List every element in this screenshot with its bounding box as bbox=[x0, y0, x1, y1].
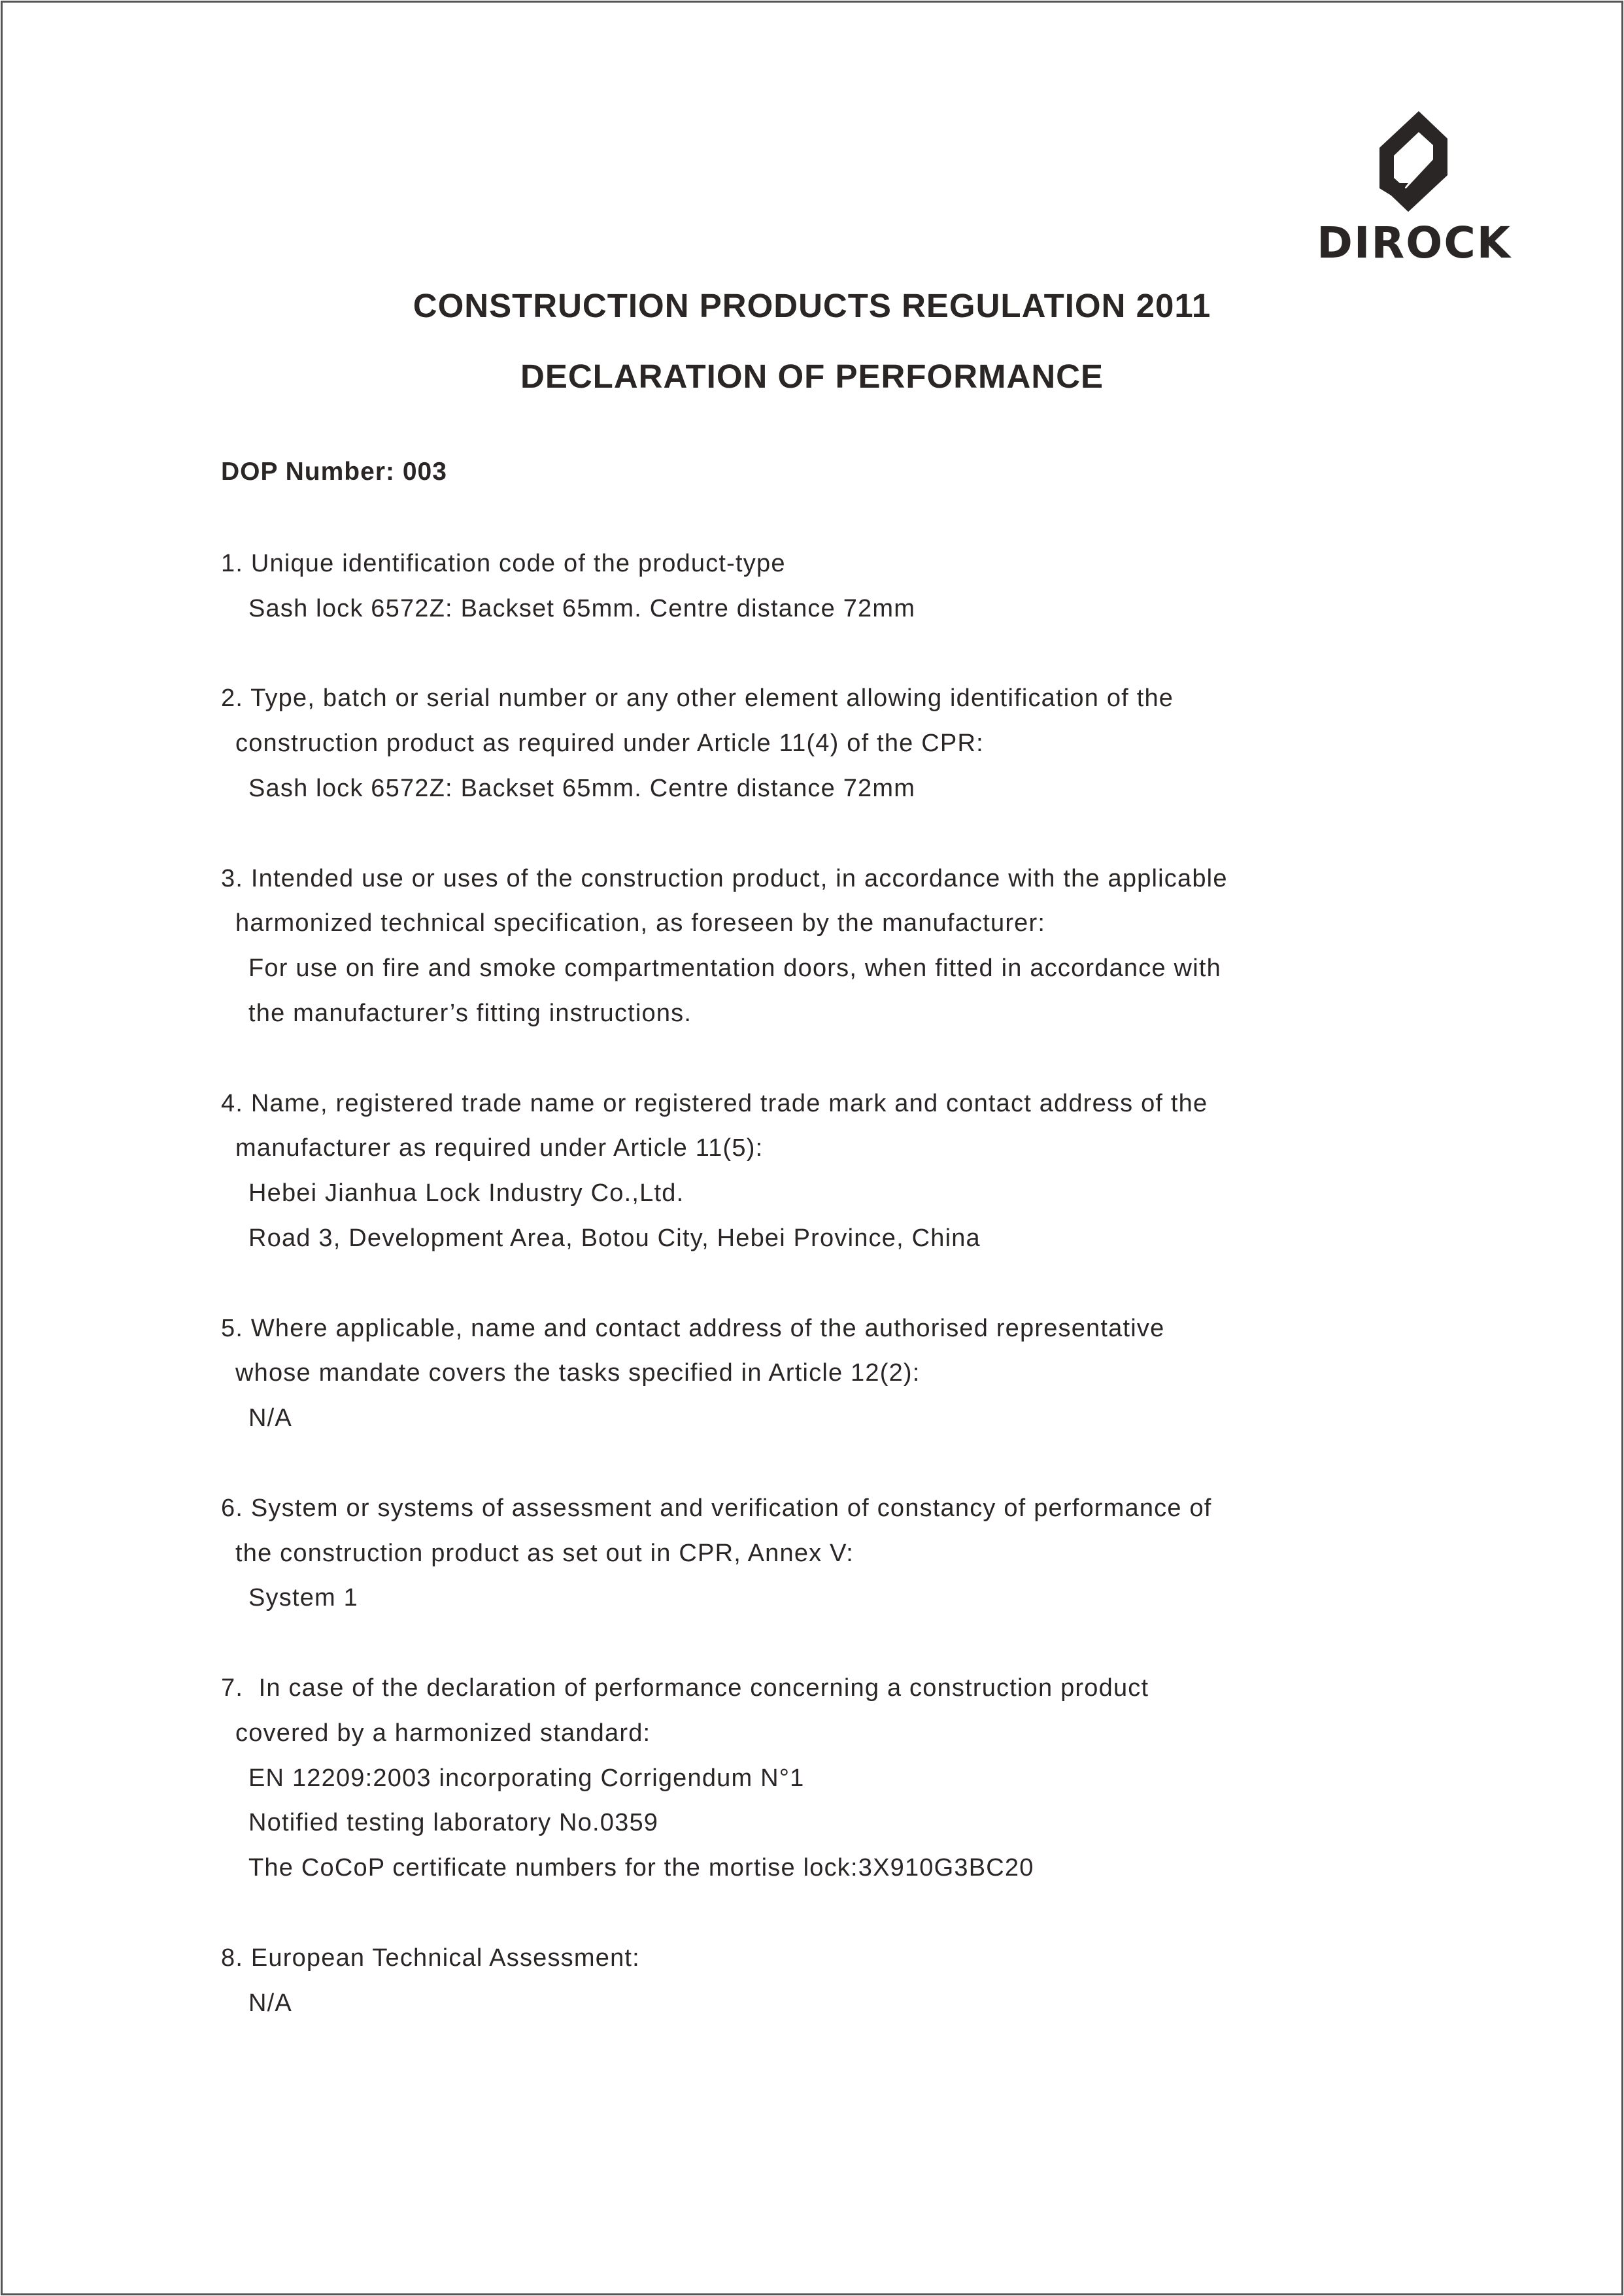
section-8 bbox=[221, 1936, 1228, 2026]
section-heading-line: 8. European Technical Assessment: bbox=[221, 1944, 640, 1972]
section-spacer bbox=[221, 1621, 1228, 1666]
section-value-line: the manufacturer’s fitting instructions. bbox=[248, 999, 692, 1027]
document-title: DECLARATION OF PERFORMANCE bbox=[520, 358, 1104, 395]
section-value-line: The CoCoP certificate numbers for the mortise lock:3X910G3BC20 bbox=[248, 1854, 1034, 1882]
section-heading-line: construction product as required under Article 11(4) of the CPR: bbox=[235, 730, 984, 758]
section-value-line: System 1 bbox=[248, 1584, 358, 1612]
declaration-body bbox=[221, 541, 1228, 2025]
section-4 bbox=[221, 1081, 1228, 1261]
section-value-line: Sash lock 6572Z: Backset 65mm. Centre distance 72mm bbox=[248, 594, 916, 622]
section-spacer bbox=[221, 632, 1228, 677]
svg-text:DIROCK: DIROCK bbox=[1317, 218, 1512, 263]
section-value-line: Notified testing laboratory No.0359 bbox=[248, 1809, 659, 1837]
dop-number: DOP Number: 003 bbox=[221, 458, 447, 486]
section-heading-line: the construction product as set out in CPR, Annex V: bbox=[235, 1539, 854, 1567]
section-value-line: Sash lock 6572Z: Backset 65mm. Centre distance 72mm bbox=[248, 774, 916, 802]
section-heading-line: 1. Unique identification code of the product-type bbox=[221, 550, 786, 577]
section-1 bbox=[221, 541, 1228, 632]
regulation-title: CONSTRUCTION PRODUCTS REGULATION 2011 bbox=[413, 287, 1211, 324]
section-spacer bbox=[221, 1441, 1228, 1486]
dirock-logo bbox=[1308, 109, 1521, 263]
section-heading-line: 4. Name, registered trade name or registered trade mark and contact address of the bbox=[221, 1089, 1208, 1117]
section-heading-line: harmonized technical specification, as foreseen by the manufacturer: bbox=[235, 909, 1046, 937]
section-value-line: For use on fire and smoke compartmentation doors, when fitted in accordance with bbox=[248, 954, 1221, 983]
section-3 bbox=[221, 856, 1228, 1036]
section-heading-line: 7. In case of the declaration of performance concerning a construction product bbox=[221, 1674, 1149, 1702]
section-spacer bbox=[221, 1891, 1228, 1936]
section-heading-line: covered by a harmonized standard: bbox=[235, 1719, 651, 1747]
section-heading-line: 6. System or systems of assessment and verification of constancy of performance of bbox=[221, 1494, 1212, 1522]
section-value-line: Road 3, Development Area, Botou City, Hebei Province, China bbox=[248, 1224, 981, 1252]
section-7 bbox=[221, 1666, 1228, 1891]
section-6 bbox=[221, 1486, 1228, 1621]
section-heading-line: manufacturer as required under Article 11(5): bbox=[235, 1134, 764, 1162]
section-value-line: Hebei Jianhua Lock Industry Co.,Ltd. bbox=[248, 1179, 685, 1207]
section-value-line: N/A bbox=[248, 1989, 292, 2017]
section-spacer bbox=[221, 1261, 1228, 1306]
section-value-line: EN 12209:2003 incorporating Corrigendum N°1 bbox=[248, 1764, 805, 1792]
section-value-line: N/A bbox=[248, 1404, 292, 1432]
section-spacer bbox=[221, 811, 1228, 856]
section-heading-line: 3. Intended use or uses of the construction product, in accordance with the applicable bbox=[221, 864, 1228, 892]
section-5 bbox=[221, 1306, 1228, 1441]
section-2 bbox=[221, 676, 1228, 811]
section-heading-line: 2. Type, batch or serial number or any other element allowing identification of the bbox=[221, 684, 1174, 713]
section-heading-line: 5. Where applicable, name and contact address of the authorised representative bbox=[221, 1314, 1165, 1342]
section-heading-line: whose mandate covers the tasks specified in Article 12(2): bbox=[235, 1359, 921, 1387]
section-spacer bbox=[221, 1036, 1228, 1081]
